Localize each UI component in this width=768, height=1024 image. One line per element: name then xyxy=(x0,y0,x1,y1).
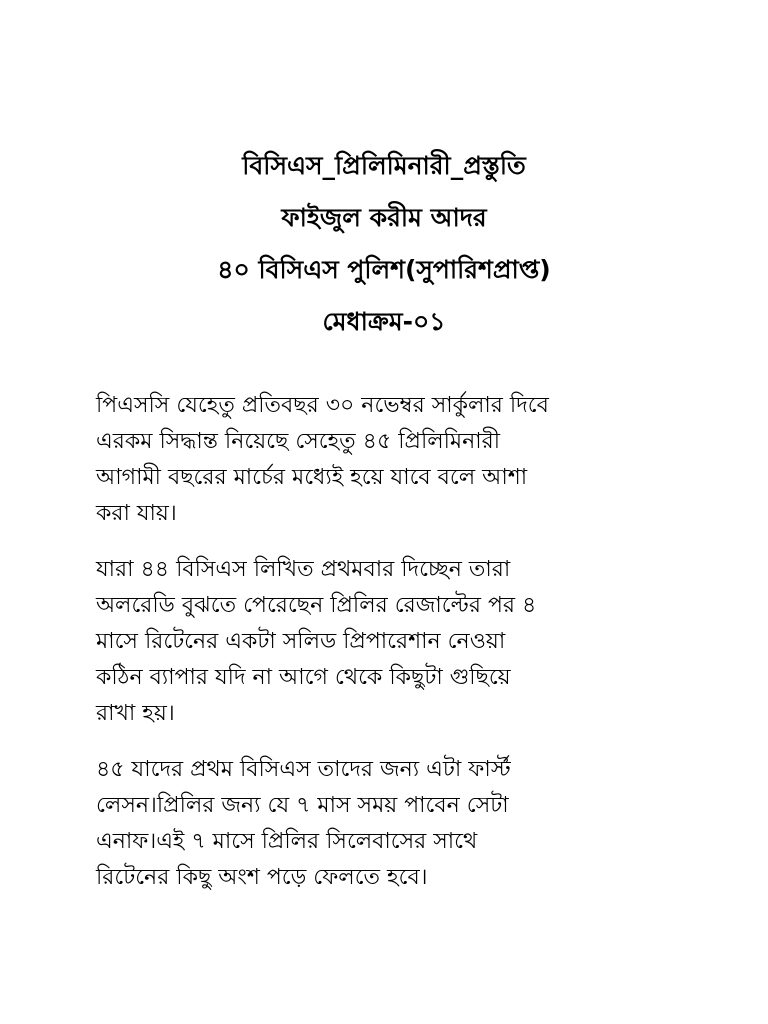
paragraph-1 xyxy=(96,388,696,532)
text-line: এনাফ।এই ৭ মাসে প্রিলির সিলেবাসের সাথে xyxy=(96,829,478,854)
document-body xyxy=(96,388,696,916)
text-line: মাসে রিটেনের একটা সলিড প্রিপারেশান নেওয়া xyxy=(96,629,506,654)
author-name: ফাইজুল করীম আদর xyxy=(281,203,487,232)
text-line: অলরেডি বুঝতে পেরেছেন প্রিলির রেজাল্টের পর ৪ xyxy=(96,593,537,618)
text-line: পিএসসি যেহেতু প্রতিবছর ৩০ নভেম্বর সার্কুলার দিবে xyxy=(96,393,549,418)
text-line: রাখা হয়। xyxy=(96,701,175,726)
text-line: এরকম সিদ্ধান্ত নিয়েছে সেহেতু ৪৫ প্রিলিমিনারী xyxy=(96,429,501,454)
text-line: ৪৫ যাদের প্রথম বিসিএস তাদের জন্য এটা ফার্স্ট xyxy=(96,757,511,782)
text-line: আগামী বছরের মার্চের মধ্যেই হয়ে যাবে বলে আশা xyxy=(96,465,528,490)
paragraph-2 xyxy=(96,552,696,732)
text-line: রিটেনের কিছু অংশ পড়ে ফেলতে হবে। xyxy=(96,865,428,890)
text-line: লেসন।প্রিলির জন্য যে ৭ মাস সময় পাবেন সেটা xyxy=(96,793,509,818)
document-title: বিসিএস_প্রিলিমিনারী_প্রস্তুতি xyxy=(242,151,526,180)
text-line: যারা ৪৪ বিসিএস লিখিত প্রথমবার দিচ্ছেন তারা xyxy=(96,557,511,582)
merit-rank: মেধাক্রম-০১ xyxy=(322,307,446,336)
paragraph-3 xyxy=(96,752,696,896)
text-line: করা যায়। xyxy=(96,501,177,526)
text-line: কঠিন ব্যাপার যদি না আগে থেকে কিছুটা গুছিয়ে xyxy=(96,665,511,690)
document-header xyxy=(0,140,768,348)
author-position: ৪০ বিসিএস পুলিশ(সুপারিশপ্রাপ্ত) xyxy=(217,255,551,284)
